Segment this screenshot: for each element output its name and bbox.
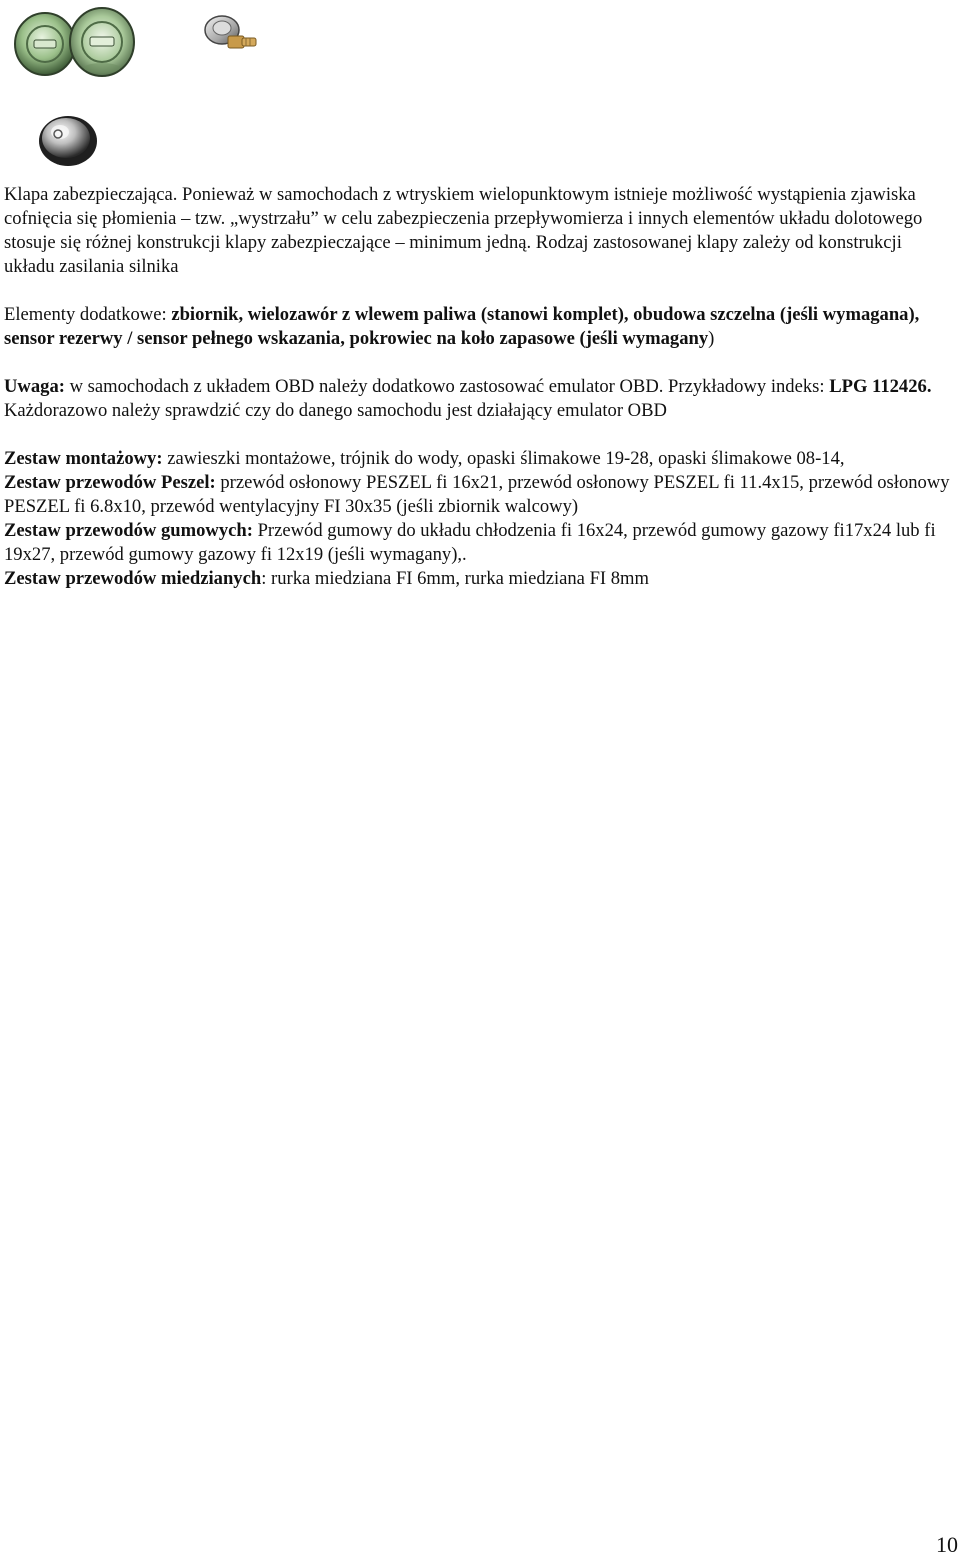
additional-items: zbiornik, wielozawór z wlewem paliwa (stanowi komplet), obudowa szczelna (jeśli wymagana), sensor rezerwy / sensor pełnego wskazania, pokrowiec na koło zapasowe (jeśli wymagany [4, 304, 920, 349]
mounting-set-text: zawieszki montażowe, trójnik do wody, opaski ślimakowe 19-28, opaski ślimakowe 08-14, [162, 448, 845, 469]
intro-paragraph [4, 183, 954, 279]
document-body [4, 183, 954, 591]
cap-photo [36, 114, 100, 168]
warning-text: w samochodach z układem OBD należy dodatkowo zastosować emulator OBD. Przykładowy indeks: [64, 376, 830, 397]
mounting-set-paragraph [4, 447, 954, 471]
copper-set-paragraph [4, 567, 954, 591]
page-number: 10 [936, 1532, 958, 1557]
rubber-set-label: Zestaw przewodów gumowych: [4, 520, 253, 541]
rubber-set-text: Przewód gumowy do układu chłodzenia fi 16x24, przewód gumowy gazowy fi17x24 lub fi 19x27, przewód gumowy gazowy fi 12x19 (jeśli wymagany),. [4, 520, 936, 565]
copper-set-text: : rurka miedziana FI 6mm, rurka miedziana FI 8mm [261, 568, 649, 589]
copper-set-label: Zestaw przewodów miedzianych [4, 568, 262, 589]
peszel-set-paragraph [4, 471, 954, 519]
rubber-set-paragraph [4, 519, 954, 567]
mounting-set-label: Zestaw montażowy: [4, 448, 163, 469]
fitting-photo [198, 10, 268, 60]
warning-index: LPG 112426. [829, 376, 932, 397]
intro-text: Klapa zabezpieczająca. Ponieważ w samochodach z wtryskiem wielopunktowym istnieje możliwość wystąpienia zjawiska cofnięcia się płomienia – tzw. „wystrzału” w celu zabezpieczenia przepływomierza i innych elementów układu dolotowego stosuje się różnej konstrukcji klapy zabezpieczające – minimum jedną. Rodzaj zastosowanej klapy zależy od konstrukcji układu zasilania silnika [4, 184, 923, 277]
warning-paragraph [4, 375, 954, 423]
warning-label: Uwaga: [4, 376, 65, 397]
additional-closing: ) [708, 328, 715, 349]
valve-pair-photo [10, 2, 135, 80]
peszel-set-label: Zestaw przewodów Peszel: [4, 472, 216, 493]
peszel-set-text: przewód osłonowy PESZEL fi 16x21, przewód osłonowy PESZEL fi 11.4x15, przewód osłonowy PESZEL fi 6.8x10, przewód wentylacyjny FI 30x35 (jeśli zbiornik walcowy) [4, 472, 950, 517]
additional-label: Elementy dodatkowe: [4, 304, 172, 325]
product-images [0, 0, 960, 175]
additional-elements-paragraph [4, 303, 954, 351]
warning-text-2: Każdorazowo należy sprawdzić czy do danego samochodu jest działający emulator OBD [4, 400, 667, 421]
